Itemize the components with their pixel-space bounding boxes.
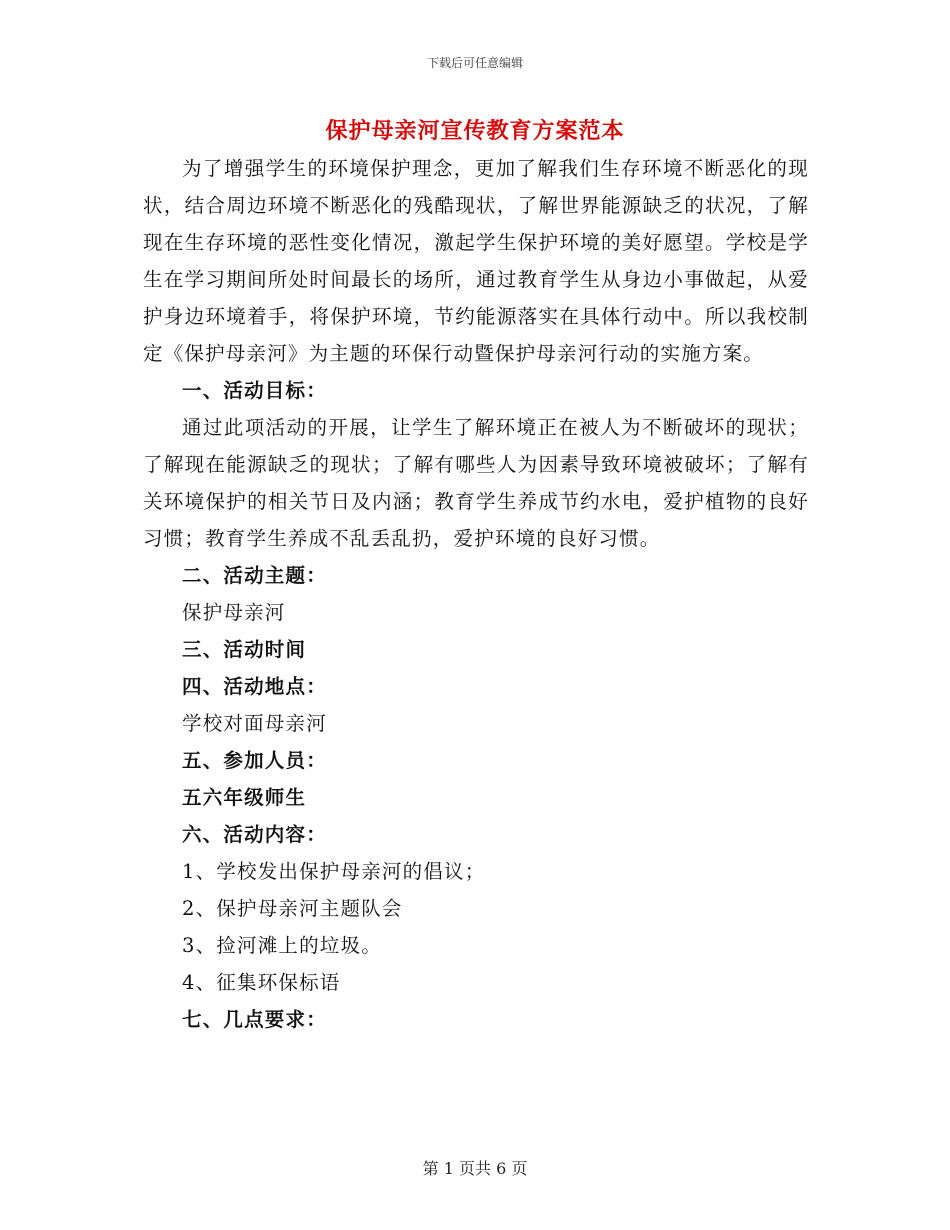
intro-paragraph: 为了增强学生的环境保护理念，更加了解我们生存环境不断恶化的现状，结合周边环境不断恶化的残酷现状，了解世界能源缺乏的状况，了解现在生存环境的恶性变化情况，激起学生保护环境的美好愿望。学校是学生在学习期间所处时间最长的场所，通过教育学生从身边小事做起，从爱护身边环境着手，将保护环境，节约能源落实在具体行动中。所以我校制定《保护母亲河》为主题的环保行动暨保护母亲河行动的实施方案。 [143, 157, 809, 365]
content-list-item: 3、捡河滩上的垃圾。 [182, 934, 382, 957]
participants-text: 五六年级师生 [182, 786, 307, 809]
section-heading-requirements: 七、几点要求： [182, 1008, 327, 1031]
section-heading-content: 六、活动内容： [182, 823, 327, 846]
section-heading-participants: 五、参加人员： [182, 749, 327, 772]
document-title: 保护母亲河宣传教育方案范本 [325, 118, 625, 144]
theme-text: 保护母亲河 [182, 601, 286, 624]
section-heading-location: 四、活动地点： [182, 675, 327, 698]
goals-paragraph: 通过此项活动的开展，让学生了解环境正在被人为不断破坏的现状；了解现在能源缺乏的现状；了解有哪些人为因素导致环境被破坏；了解有关环境保护的相关节日及内涵；教育学生养成节约水电，爱护植物的良好习惯；教育学生养成不乱丢乱扔，爱护环境的良好习惯。 [143, 416, 809, 550]
location-text: 学校对面母亲河 [182, 712, 327, 735]
page-header-note: 下载后可任意编辑 [426, 56, 523, 70]
section-heading-theme: 二、活动主题： [182, 564, 327, 587]
page-footer-number: 第 1 页共 6 页 [422, 1159, 528, 1178]
document-body [143, 150, 809, 1038]
content-list-item: 4、征集环保标语 [182, 971, 341, 994]
section-heading-goals: 一、活动目标： [182, 379, 327, 402]
content-list-item: 2、保护母亲河主题队会 [182, 897, 403, 920]
section-heading-time: 三、活动时间 [182, 638, 307, 661]
content-list-item: 1、学校发出保护母亲河的倡议； [182, 860, 486, 883]
